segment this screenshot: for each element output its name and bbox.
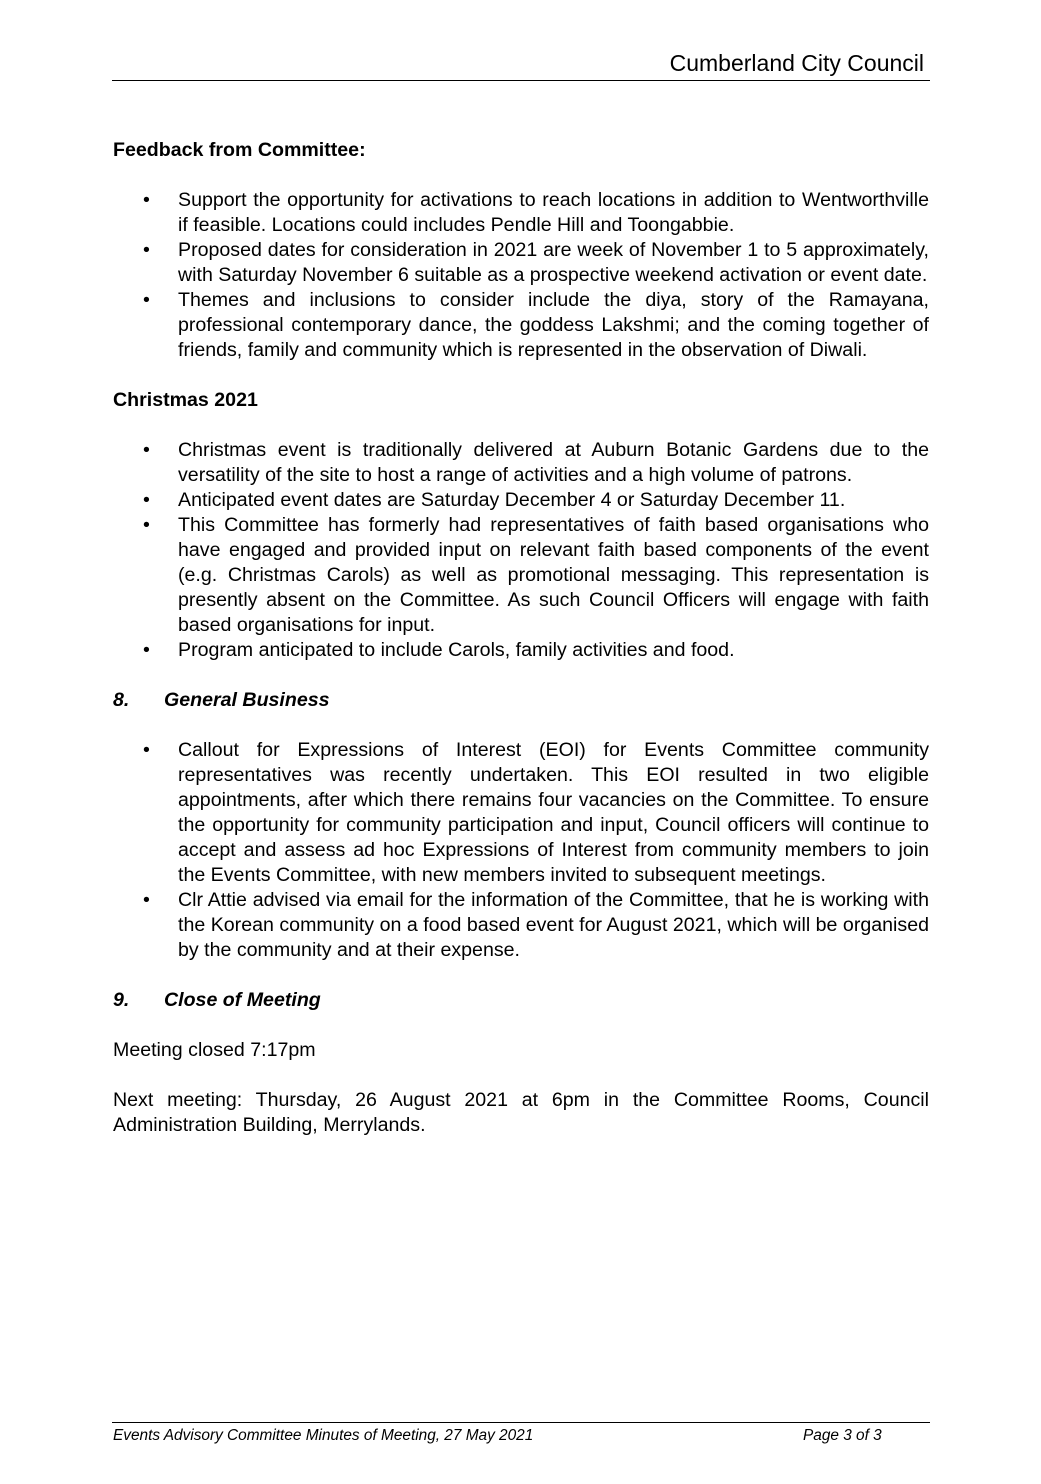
list-item: • Callout for Expressions of Interest (EOI) for Events Committee community representatives was recently undertaken. This EOI resulted in two eligible appointments, after which there remains four vacancies on the Committee. To ensure the opportunity for community participation and input, Council officers will continue to accept and assess ad hoc Expressions of Interest from community members to join the Events Committee, with new members invited to subsequent meetings. xyxy=(143,739,929,886)
section-number: 8. xyxy=(113,689,130,711)
next-meeting-text: Next meeting: Thursday, 26 August 2021 at 6pm in the Committee Rooms, Council Administration Building, Merrylands. xyxy=(113,1089,929,1136)
list-item: • Christmas event is traditionally delivered at Auburn Botanic Gardens due to the versatility of the site to host a range of activities and a high volume of patrons. xyxy=(143,439,929,486)
christmas-heading: Christmas 2021 xyxy=(113,389,258,411)
page-header xyxy=(112,48,930,81)
organisation-name: Cumberland City Council xyxy=(669,50,924,76)
close-of-meeting-heading xyxy=(113,988,929,1013)
christmas-list xyxy=(113,438,929,663)
bullet-icon: • xyxy=(143,489,150,511)
bullet-icon: • xyxy=(143,514,150,536)
page-number: Page 3 of 3 xyxy=(803,1427,882,1444)
feedback-list xyxy=(113,188,929,363)
section-number: 9. xyxy=(113,989,130,1011)
bullet-icon: • xyxy=(143,289,150,311)
list-item: • Themes and inclusions to consider include the diya, story of the Ramayana, professional contemporary dance, the goddess Lakshmi; and the coming together of friends, family and community which is represented in the observation of Diwali. xyxy=(143,289,929,361)
bullet-icon: • xyxy=(143,239,150,261)
meeting-closed-text: Meeting closed 7:17pm xyxy=(113,1039,316,1061)
general-business-heading xyxy=(113,688,929,713)
footer-document-title: Events Advisory Committee Minutes of Meeting, 27 May 2021 xyxy=(113,1427,534,1444)
bullet-icon: • xyxy=(143,889,150,911)
bullet-icon: • xyxy=(143,639,150,661)
general-business-list xyxy=(113,738,929,963)
list-item: • Anticipated event dates are Saturday December 4 or Saturday December 11. xyxy=(143,489,846,511)
list-item: • Clr Attie advised via email for the information of the Committee, that he is working with the Korean community on a food based event for August 2021, which will be organised by the community and at their expense. xyxy=(143,889,929,961)
list-item: • Support the opportunity for activations to reach locations in addition to Wentworthville if feasible. Locations could includes Pendle Hill and Toongabbie. xyxy=(143,189,929,236)
list-item: • Program anticipated to include Carols, family activities and food. xyxy=(143,639,735,661)
bullet-icon: • xyxy=(143,439,150,461)
section-title: General Business xyxy=(164,689,330,711)
bullet-icon: • xyxy=(143,189,150,211)
bullet-icon: • xyxy=(143,739,150,761)
document-body xyxy=(113,138,929,1138)
section-title: Close of Meeting xyxy=(164,989,321,1011)
list-item: • This Committee has formerly had representatives of faith based organisations who have engaged and provided input on relevant faith based components of the event (e.g. Christmas Carols) as well as promotional messaging. This representation is presently absent on the Committee. As such Council Officers will engage with faith based organisations for input. xyxy=(143,514,929,636)
page-footer xyxy=(112,1422,930,1444)
list-item: • Proposed dates for consideration in 2021 are week of November 1 to 5 approximately, with Saturday November 6 suitable as a prospective weekend activation or event date. xyxy=(143,239,929,286)
feedback-heading: Feedback from Committee: xyxy=(113,139,366,161)
